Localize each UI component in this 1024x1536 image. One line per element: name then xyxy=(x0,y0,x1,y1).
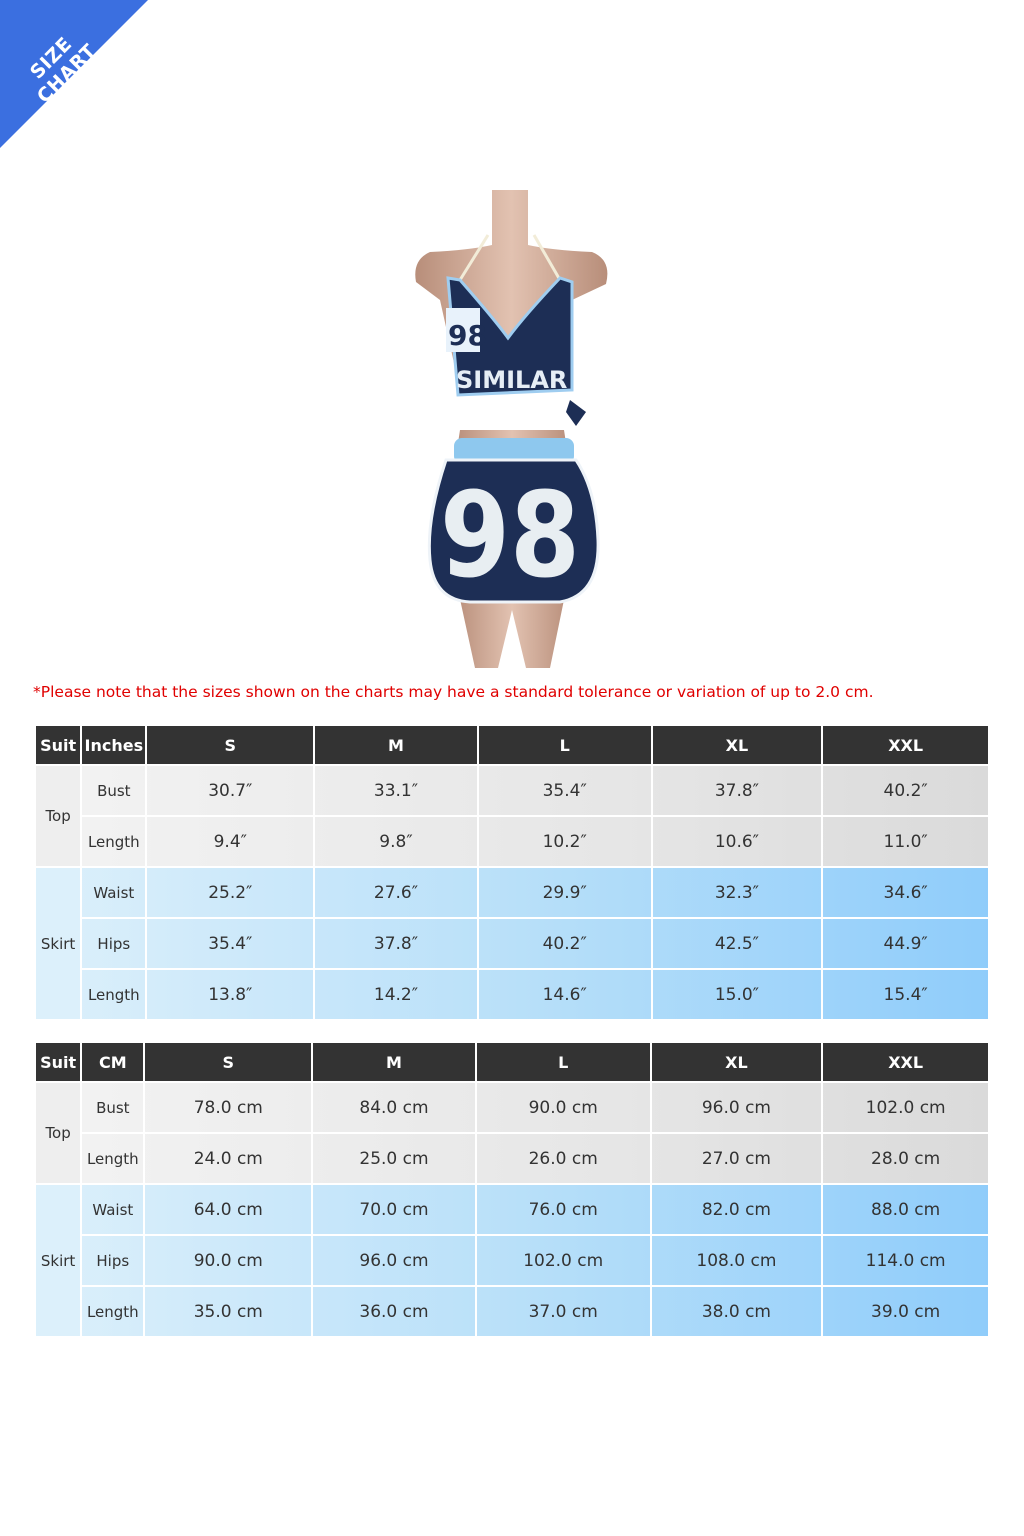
table-cell: 96.0 cm xyxy=(652,1083,822,1132)
table-row xyxy=(36,970,988,1019)
table-cell: 102.0 cm xyxy=(823,1083,988,1132)
table-cell: 24.0 cm xyxy=(145,1134,311,1183)
table-header-row xyxy=(36,1043,988,1081)
header-cell: M xyxy=(315,726,477,764)
header-cell: L xyxy=(479,726,651,764)
row-label: Waist xyxy=(82,868,145,917)
header-cell: S xyxy=(147,726,313,764)
header-cell: L xyxy=(477,1043,650,1081)
header-cell: XXL xyxy=(823,1043,988,1081)
table-row xyxy=(36,1287,988,1336)
header-cell: XL xyxy=(652,1043,822,1081)
table-row xyxy=(36,1083,988,1132)
table-row xyxy=(36,1236,988,1285)
top-number-text: 98 xyxy=(448,319,487,352)
table-cell: 102.0 cm xyxy=(477,1236,650,1285)
table-row xyxy=(36,817,988,866)
table-cell: 14.2″ xyxy=(315,970,477,1019)
table-cell: 35.4″ xyxy=(147,919,313,968)
table-cell: 26.0 cm xyxy=(477,1134,650,1183)
table-cell: 64.0 cm xyxy=(145,1185,311,1234)
table-cell: 90.0 cm xyxy=(477,1083,650,1132)
header-cell: Suit xyxy=(36,726,80,764)
row-label: Hips xyxy=(82,1236,143,1285)
table-cell: 11.0″ xyxy=(823,817,988,866)
header-cell: Suit xyxy=(36,1043,80,1081)
group-label: Top xyxy=(36,766,80,866)
row-label: Length xyxy=(82,1134,143,1183)
table-cell: 40.2″ xyxy=(479,919,651,968)
table-cell: 37.8″ xyxy=(653,766,822,815)
table-cell: 108.0 cm xyxy=(652,1236,822,1285)
inches-size-table xyxy=(34,724,990,1021)
header-cell: XXL xyxy=(823,726,988,764)
table-row xyxy=(36,1134,988,1183)
product-image xyxy=(400,190,625,670)
table-cell: 35.0 cm xyxy=(145,1287,311,1336)
table-cell: 37.8″ xyxy=(315,919,477,968)
table-row xyxy=(36,766,988,815)
table-cell: 28.0 cm xyxy=(823,1134,988,1183)
table-cell: 96.0 cm xyxy=(313,1236,475,1285)
table-cell: 30.7″ xyxy=(147,766,313,815)
header-cell: M xyxy=(313,1043,475,1081)
table-cell: 38.0 cm xyxy=(652,1287,822,1336)
table-cell: 10.2″ xyxy=(479,817,651,866)
row-label: Length xyxy=(82,1287,143,1336)
table-cell: 114.0 cm xyxy=(823,1236,988,1285)
header-cell: Inches xyxy=(82,726,145,764)
table-row xyxy=(36,919,988,968)
table-cell: 84.0 cm xyxy=(313,1083,475,1132)
table-cell: 14.6″ xyxy=(479,970,651,1019)
group-label: Skirt xyxy=(36,868,80,1019)
row-label: Hips xyxy=(82,919,145,968)
header-cell: XL xyxy=(653,726,822,764)
table-row xyxy=(36,1185,988,1234)
table-cell: 39.0 cm xyxy=(823,1287,988,1336)
cm-size-table xyxy=(34,1041,990,1338)
table-cell: 44.9″ xyxy=(823,919,988,968)
table-cell: 25.2″ xyxy=(147,868,313,917)
table-cell: 88.0 cm xyxy=(823,1185,988,1234)
table-cell: 25.0 cm xyxy=(313,1134,475,1183)
table-cell: 76.0 cm xyxy=(477,1185,650,1234)
tolerance-note: *Please note that the sizes shown on the charts may have a standard tolerance or variation of up to 2.0 cm. xyxy=(33,683,874,701)
row-label: Bust xyxy=(82,766,145,815)
table-cell: 34.6″ xyxy=(823,868,988,917)
table-cell: 29.9″ xyxy=(479,868,651,917)
table-cell: 78.0 cm xyxy=(145,1083,311,1132)
header-cell: S xyxy=(145,1043,311,1081)
row-label: Waist xyxy=(82,1185,143,1234)
table-cell: 40.2″ xyxy=(823,766,988,815)
row-label: Length xyxy=(82,817,145,866)
header-cell: CM xyxy=(82,1043,143,1081)
table-cell: 70.0 cm xyxy=(313,1185,475,1234)
table-cell: 15.0″ xyxy=(653,970,822,1019)
table-cell: 10.6″ xyxy=(653,817,822,866)
table-row xyxy=(36,868,988,917)
table-cell: 13.8″ xyxy=(147,970,313,1019)
table-cell: 15.4″ xyxy=(823,970,988,1019)
table-header-row xyxy=(36,726,988,764)
table-cell: 82.0 cm xyxy=(652,1185,822,1234)
table-cell: 32.3″ xyxy=(653,868,822,917)
table-cell: 42.5″ xyxy=(653,919,822,968)
group-label: Top xyxy=(36,1083,80,1183)
top-brand-text: SIMILAR xyxy=(456,366,568,394)
table-cell: 27.0 cm xyxy=(652,1134,822,1183)
table-cell: 9.4″ xyxy=(147,817,313,866)
table-cell: 37.0 cm xyxy=(477,1287,650,1336)
row-label: Length xyxy=(82,970,145,1019)
table-cell: 35.4″ xyxy=(479,766,651,815)
skirt-number-text: 98 xyxy=(440,466,580,604)
table-cell: 9.8″ xyxy=(315,817,477,866)
table-cell: 90.0 cm xyxy=(145,1236,311,1285)
size-chart-banner xyxy=(0,0,150,150)
table-cell: 33.1″ xyxy=(315,766,477,815)
group-label: Skirt xyxy=(36,1185,80,1336)
table-cell: 27.6″ xyxy=(315,868,477,917)
size-chart-label: SIZE CHART xyxy=(25,32,101,108)
row-label: Bust xyxy=(82,1083,143,1132)
table-cell: 36.0 cm xyxy=(313,1287,475,1336)
